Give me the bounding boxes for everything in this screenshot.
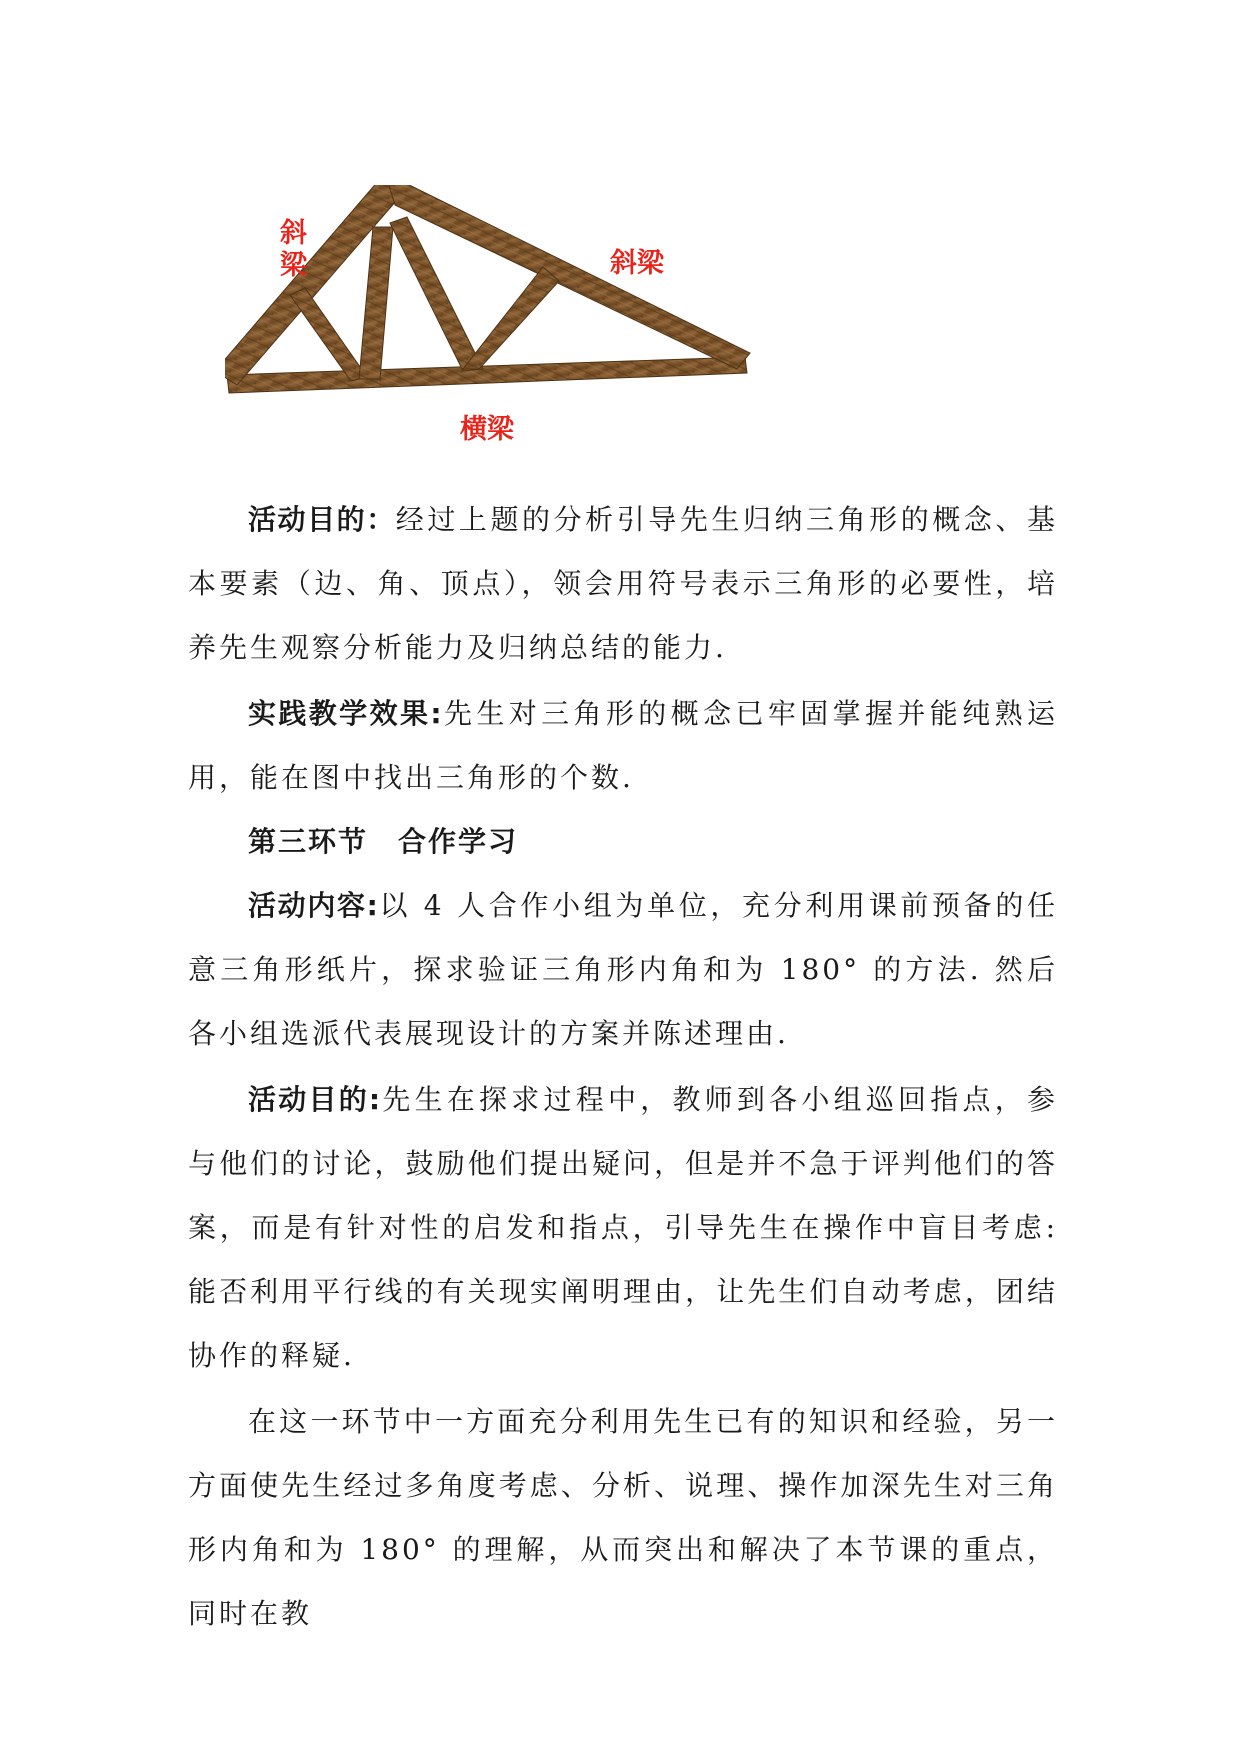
document-body [188,488,1058,1646]
paragraph-activity-purpose-2 [188,1068,1058,1388]
bottom-beam [227,357,747,393]
paragraph-activity-content [188,874,1058,1066]
wooden-truss-diagram [225,185,845,455]
paragraph-text: 以 4 人合作小组为单位，充分利用课前预备的任意三角形纸片，探求验证三角形内角和为 180° 的方法. 然后各小组选派代表展现设计的方案并陈述理由. [188,889,1058,1050]
web-member-4 [463,267,559,369]
paragraph-teaching-effect [188,682,1058,810]
left-beam-label: 斜梁 [280,218,307,281]
paragraph-summary [188,1390,1058,1646]
paragraph-label: 活动目的: [248,1083,382,1116]
paragraph-label: 活动内容: [248,889,379,922]
paragraph-text: 先生在探求过程中，教师到各小组巡回指点，参与他们的讨论，鼓励他们提出疑问，但是并不急于评判他们的答案，而是有针对性的启发和指点，引导先生在操作中盲目考虑: 能否利用平行线的有关现实阐明理由，让先生们自动考虑，团结协作的释疑. [188,1083,1058,1372]
web-member-2 [359,227,393,379]
paragraph-text: 经过上题的分析引导先生归纳三角形的概念、基本要素（边、角、顶点），领会用符号表示三角形的必要性，培养先生观察分析能力及归纳总结的能力. [188,503,1058,664]
right-beam-label: 斜梁 [610,248,664,279]
right-rafter [385,185,750,369]
section-number: 第三环节 [248,825,369,858]
paragraph-text: 先生对三角形的概念已牢固掌握并能纯熟运用，能在图中找出三角形的个数. [188,697,1058,794]
section-title: 合作学习 [398,825,519,858]
paragraph-label: 活动目的： [248,503,396,536]
bottom-beam-label: 横梁 [460,414,514,445]
paragraph-text: 在这一环节中一方面充分利用先生已有的知识和经验，另一方面使先生经过多角度考虑、分析、说理、操作加深先生对三角形内角和为 180° 的理解，从而突出和解决了本节课的重点，同时在教 [188,1405,1058,1630]
paragraph-activity-purpose-1 [188,488,1058,680]
section-heading [188,810,1058,874]
paragraph-label: 实践教学效果: [248,697,443,730]
truss-figure [225,185,845,455]
web-member-1 [290,288,367,381]
